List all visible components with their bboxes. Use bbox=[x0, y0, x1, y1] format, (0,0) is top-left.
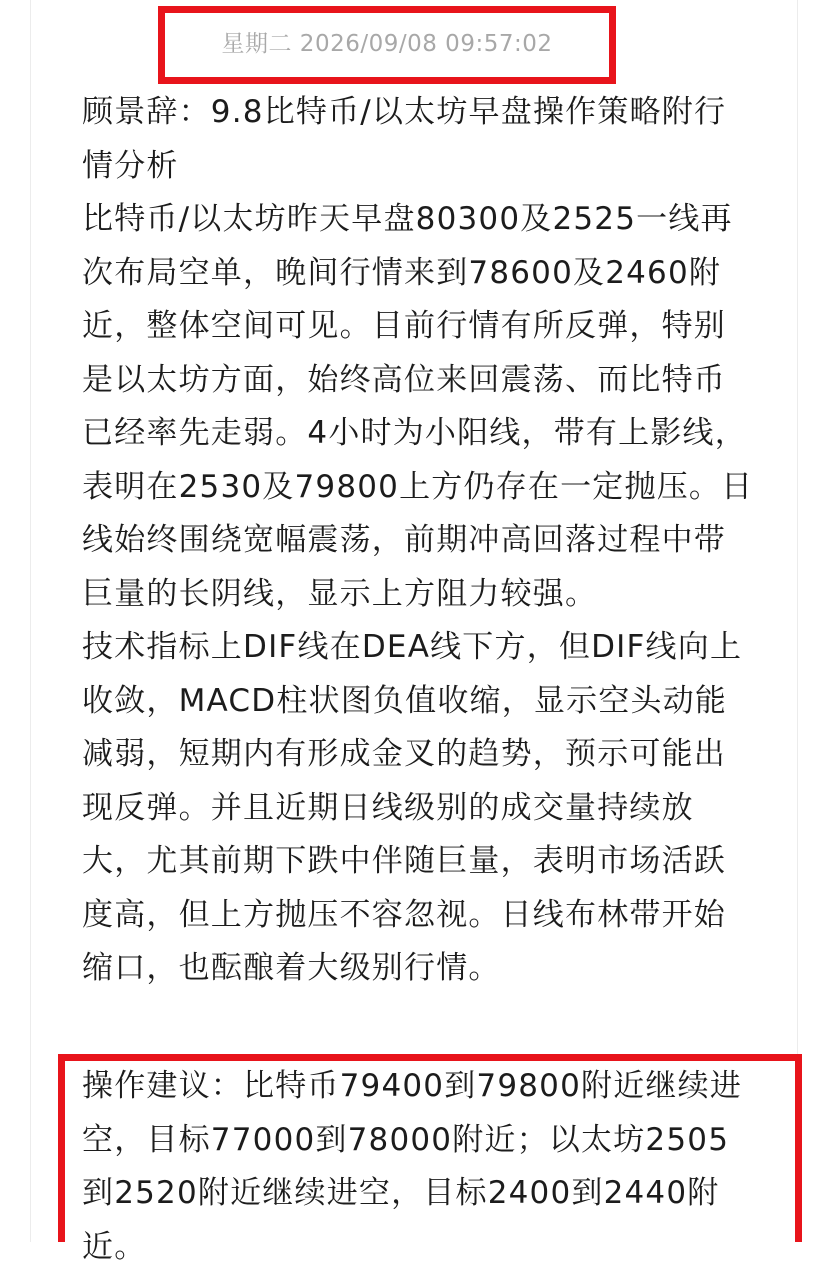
article-title: 顾景辞：9.8比特币/以太坊早盘操作策略附行情分析 bbox=[82, 94, 727, 184]
post-timestamp: 星期二 2026/09/08 09:57:02 bbox=[221, 31, 553, 57]
analysis-paragraph: 比特币/以太坊昨天早盘80300及2525一线再次布局空单，晚间行情来到78600及2460附近，整体空间可见。目前行情有所反弹，特别是以太坊方面，始终高位来回震荡、而比特币已经率先走弱。4小时为小阳线，带有上影线，表明在2530及79800上方仍存在一定抛压。日线始终围绕宽幅震荡，前期冲高回落过程中带巨量的长阴线，显示上方阻力较强。 bbox=[82, 201, 754, 612]
indicator-paragraph: 技术指标上DIF线在DEA线下方，但DIF线向上收敛，MACD柱状图负值收缩，显示空头动能减弱，短期内有形成金叉的趋势，预示可能出现反弹。并且近期日线级别的成交量持续放大，尤其前期下跌中伴随巨量，表明市场活跃度高，但上方抛压不容忽视。日线布林带开始缩口，也酝酿着大级别行情。 bbox=[82, 629, 743, 986]
timestamp-highlight-box bbox=[158, 6, 616, 84]
article-body bbox=[82, 86, 758, 996]
trading-advice: 操作建议：比特币79400到79800附近继续进空，目标77000到78000附近；以太坊2505到2520附近继续进空，目标2400到2440附近。 bbox=[82, 1068, 743, 1265]
left-frame-line bbox=[30, 0, 31, 1242]
